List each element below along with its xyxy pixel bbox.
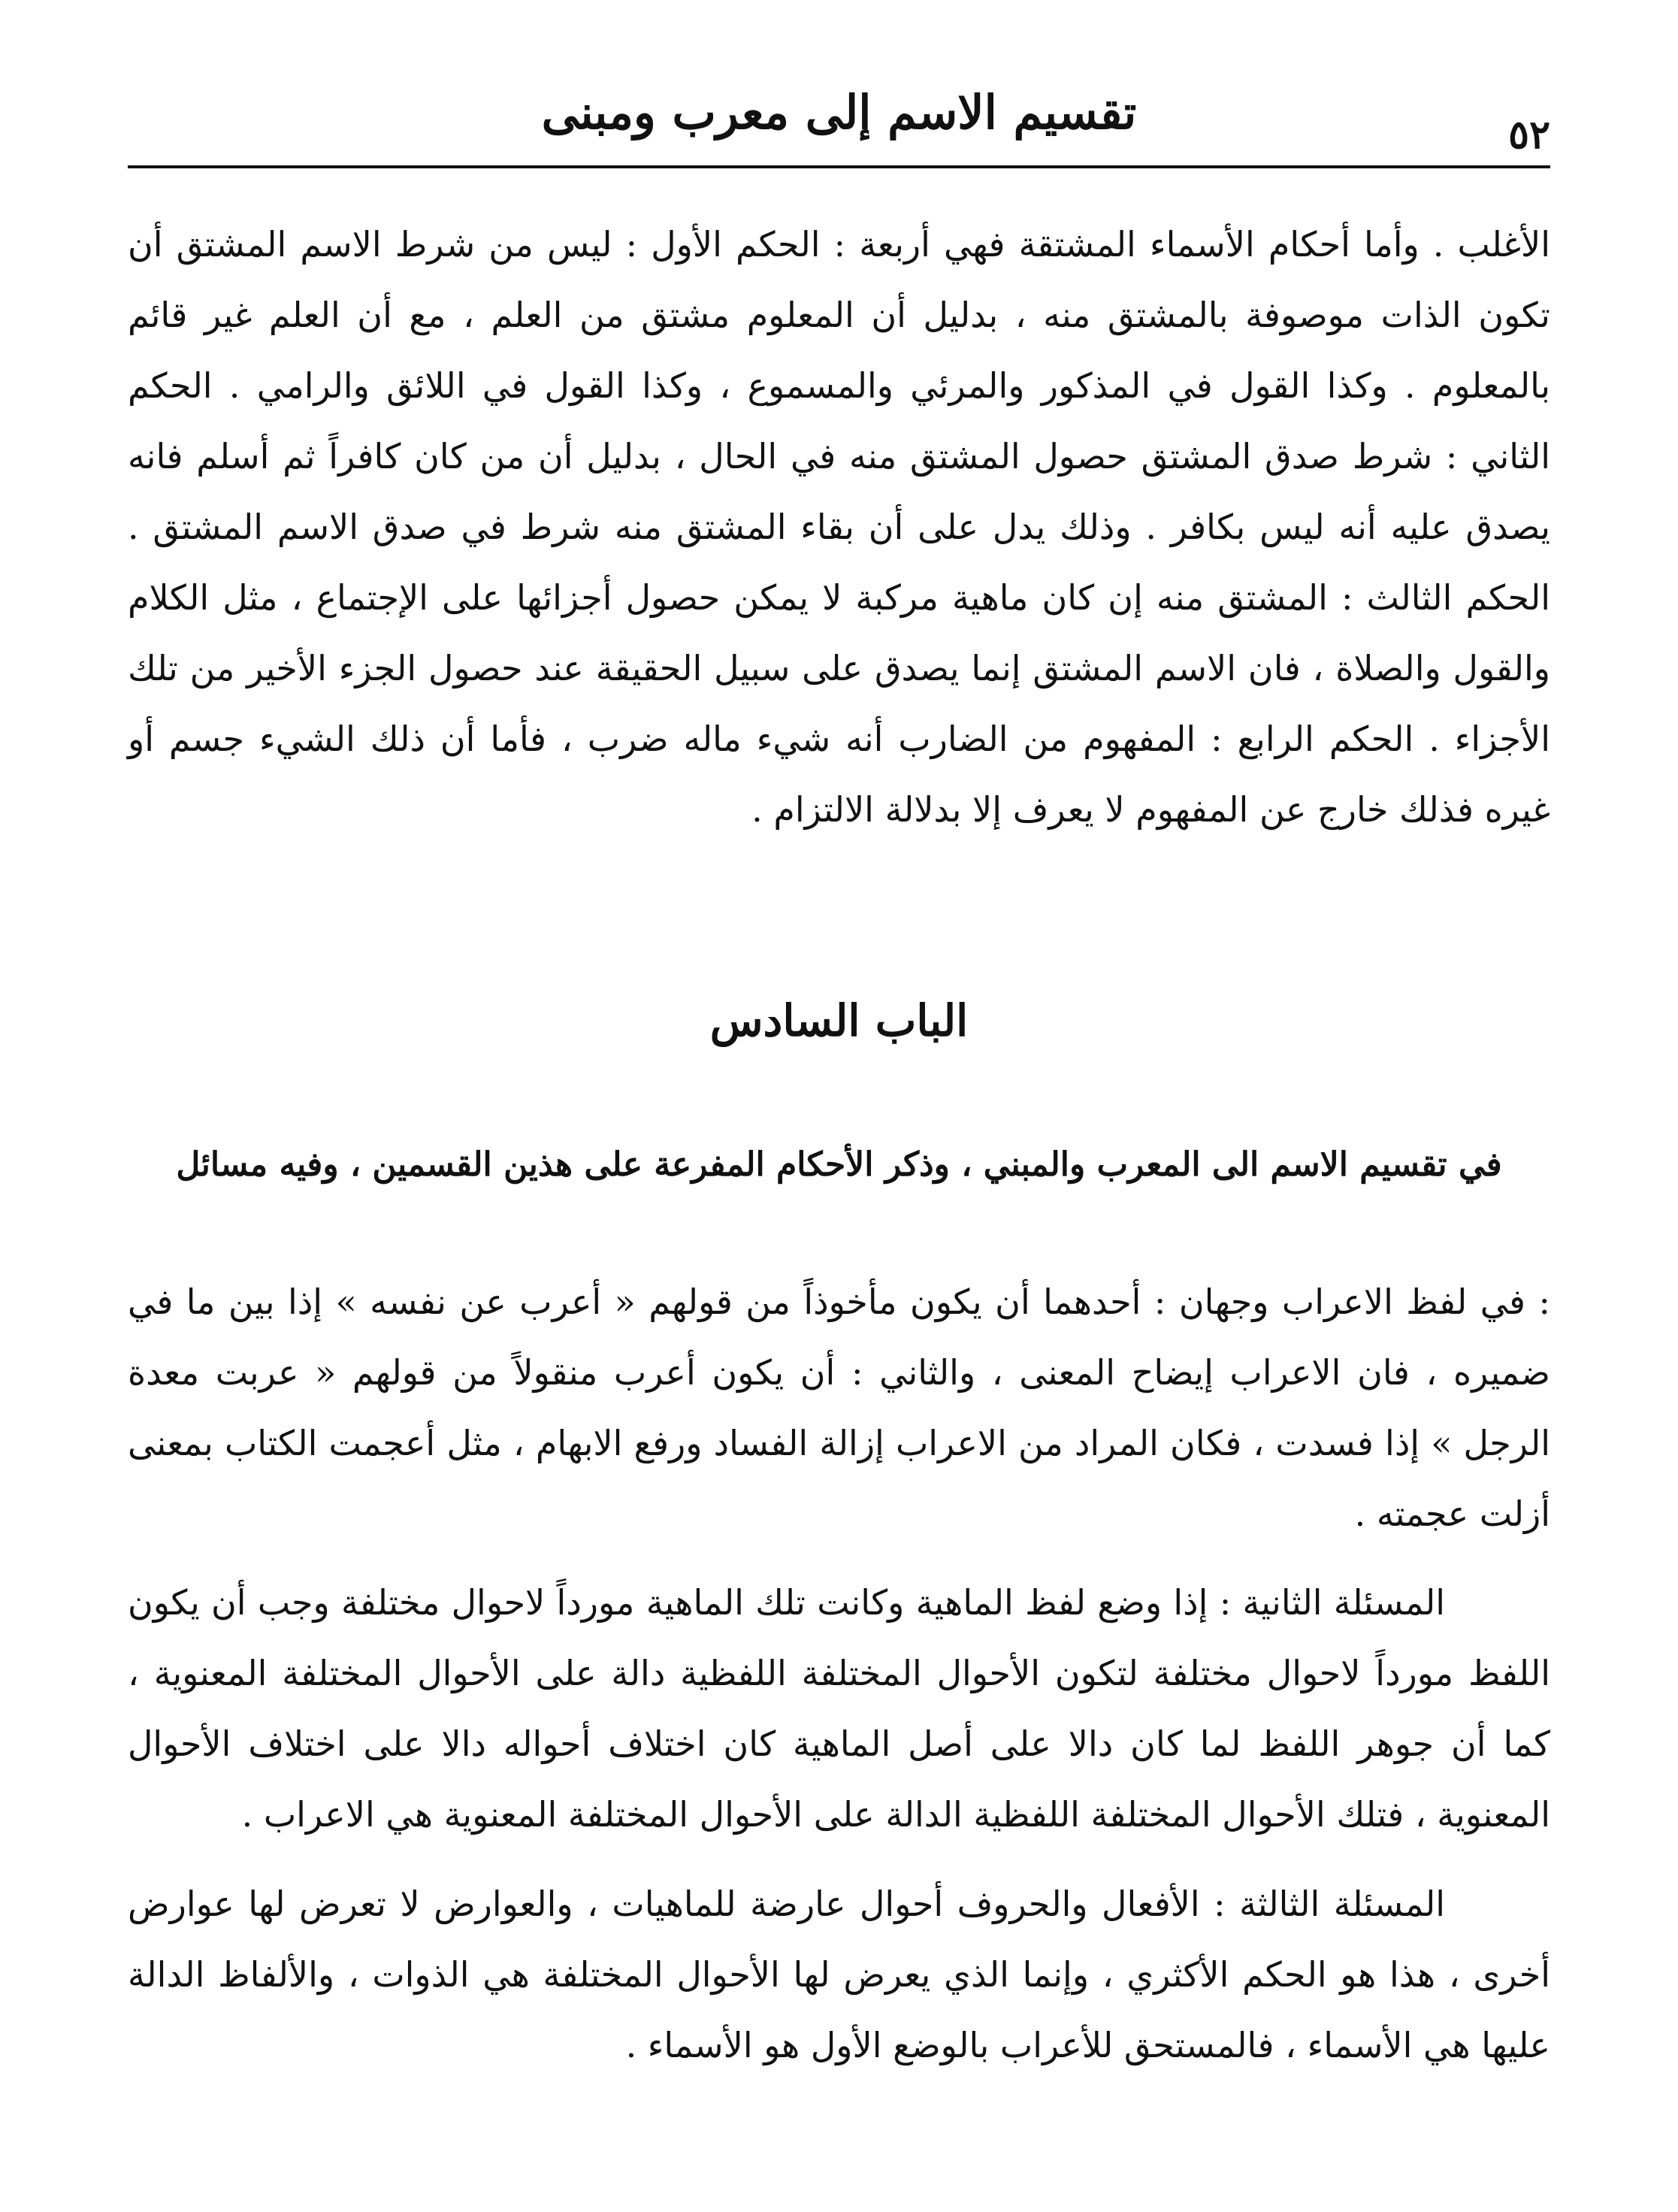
running-title: تقسيم الاسم إلى معرب ومبنى	[541, 85, 1137, 140]
paragraph-issue-two: المسئلة الثانية : إذا وضع لفظ الماهية وكانت تلك الماهية مورداً لاحوال مختلفة وجب أن يكون اللفظ مورداً لاحوال مختلفة لتكون الأحوال المختلفة اللفظية دالة على الأحوال المختلفة المعنوية ، كما أن جوهر اللفظ لما كان دالا على أصل الماهية كان اختلاف أحواله دالا على اختلاف الأحوال المعنوية ، فتلك الأحوال المختلفة اللفظية الدالة على الأحوال المختلفة المعنوية هي الاعراب .	[128, 1582, 1550, 1835]
paragraph-derived-noun-rulings: الأغلب . وأما أحكام الأسماء المشتقة فهي أربعة : الحكم الأول : ليس من شرط الاسم المشتق أن تكون الذات موصوفة بالمشتق منه ، بدليل أن المعلوم مشتق من العلم ، مع أن العلم غير قائم بالمعلوم . وكذا القول في المذكور والمرئي والمسموع ، وكذا القول في اللائق والرامي . الحكم الثاني : شرط صدق المشتق حصول المشتق منه في الحال ، بدليل أن من كان كافراً ثم أسلم فانه يصدق عليه أنه ليس بكافر . وذلك يدل على أن بقاء المشتق منه شرط في صدق الاسم المشتق . الحكم الثالث : المشتق منه إن كان ماهية مركبة لا يمكن حصول أجزائها على الإجتماع ، مثل الكلام والقول والصلاة ، فان الاسم المشتق إنما يصدق على سبيل الحقيقة عند حصول الجزء الأخير من تلك الأجزاء . الحكم الرابع : المفهوم من الضارب أنه شيء ماله ضرب ، فأما أن ذلك الشيء جسم أو غيره فذلك خارج عن المفهوم لا يعرف إلا بدلالة الالتزام .	[128, 224, 1550, 830]
chapter-heading: الباب السادس	[709, 995, 969, 1046]
paragraph-issue-one: : في لفظ الاعراب وجهان : أحدهما أن يكون مأخوذاً من قولهم « أعرب عن نفسه » إذا بين ما في ضميره ، فان الاعراب إيضاح المعنى ، والثاني : أن يكون أعرب منقولاً من قولهم « عربت معدة الرجل » إذا فسدت ، فكان المراد من الاعراب إزالة الفساد ورفع الابهام ، مثل أعجمت الكتاب بمعنى أزلت عجمته .	[128, 1282, 1550, 1534]
page-number: ٥٢	[1508, 112, 1550, 158]
header-rule	[128, 165, 1550, 168]
running-header	[128, 75, 1550, 158]
chapter-subtitle: في تقسيم الاسم الى المعرب والمبني ، وذكر الأحكام المفرعة على هذين القسمين ، وفيه مسائل	[176, 1145, 1502, 1184]
paragraph-issue-three: المسئلة الثالثة : الأفعال والحروف أحوال عارضة للماهيات ، والعوارض لا تعرض لها عوارض أخرى ، هذا هو الحكم الأكثري ، وإنما الذي يعرض لها الأحوال المختلفة هي الذوات ، والألفاظ الدالة عليها هي الأسماء ، فالمستحق للأعراب بالوضع الأول هو الأسماء .	[128, 1884, 1550, 2065]
